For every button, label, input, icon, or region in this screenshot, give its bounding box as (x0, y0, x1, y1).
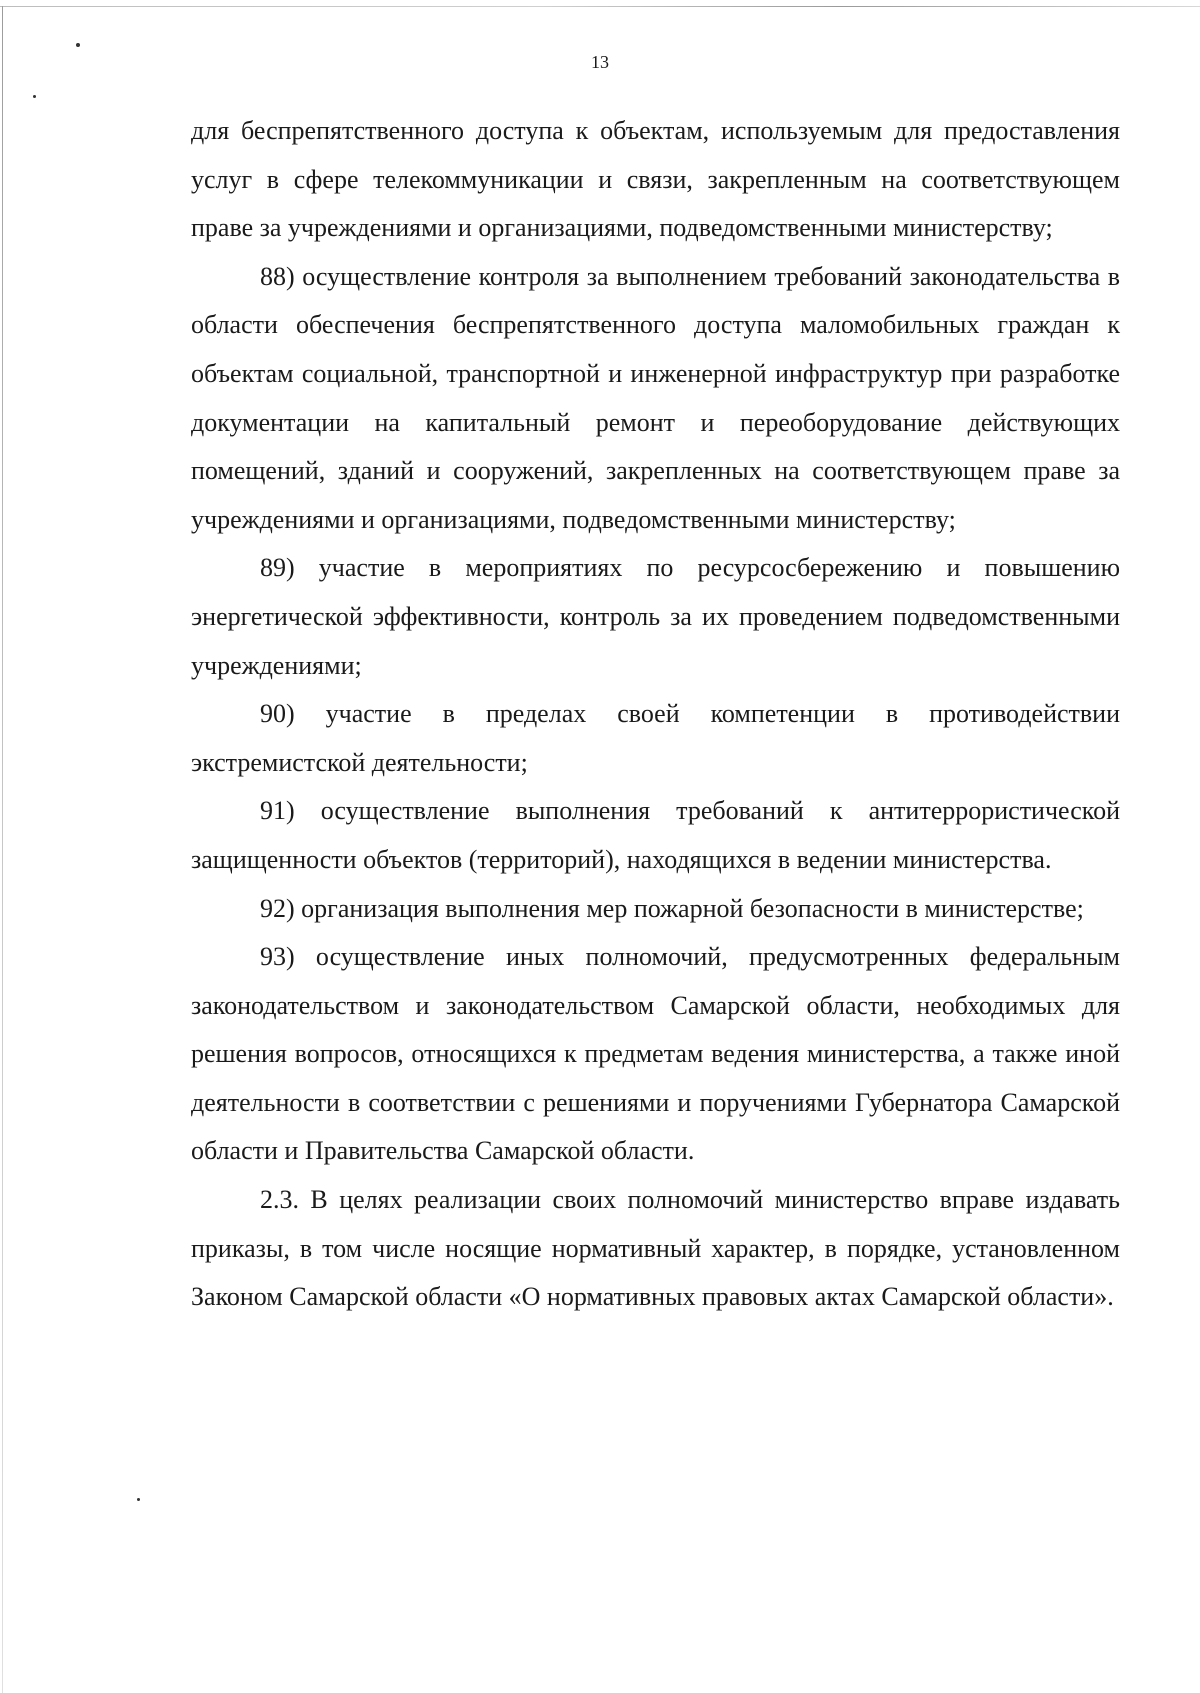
scan-top-edge (0, 6, 1200, 7)
document-body (191, 107, 1120, 1322)
scan-speck (33, 95, 36, 98)
paragraph-item-90: 90) участие в пределах своей компетенции в противодействии экстремистской деятельности; (191, 699, 1120, 777)
page-number: 13 (591, 52, 609, 72)
scan-left-edge (2, 6, 3, 1693)
scan-speck (76, 43, 80, 47)
paragraph-item-93: 93) осуществление иных полномочий, предусмотренных федеральным законодательством и законодательством Самарской области, необходимых для решения вопросов, относящихся к предметам ведения министерства, а также иной деятельности в соответствии с решениями и поручениями Губернатора Самарской области и Правительства Самарской области. (191, 942, 1120, 1166)
paragraph-item-88: 88) осуществление контроля за выполнением требований законодательства в области обеспечения беспрепятственного доступа маломобильных граждан к объектам социальной, транспортной и инженерной инфраструктур при разработке документации на капитальный ремонт и переоборудование действующих помещений, зданий и сооружений, закрепленных на соответствующем праве за учреждениями и организациями, подведомственными министерству; (191, 261, 1120, 534)
paragraph-item-89: 89) участие в мероприятиях по ресурсосбережению и повышению энергетической эффективности, контроль за их проведением подведомственными учреждениями; (191, 553, 1120, 680)
paragraph-continuation: для беспрепятственного доступа к объектам, используемым для предоставления услуг в сфере телекоммуникации и связи, закрепленным на соответствующем праве за учреждениями и организациями, подведомственными министерству; (191, 116, 1120, 243)
paragraph-item-91: 91) осуществление выполнения требований к антитеррористической защищенности объектов (территорий), находящихся в ведении министерства. (191, 796, 1120, 874)
scan-speck (137, 1498, 140, 1501)
paragraph-item-92: 92) организация выполнения мер пожарной безопасности в министерстве; (260, 893, 1084, 923)
paragraph-section-2-3: 2.3. В целях реализации своих полномочий министерство вправе издавать приказы, в том числе носящие нормативный характер, в порядке, установленном Законом Самарской области «О нормативных правовых актах Самарской области». (191, 1185, 1120, 1312)
